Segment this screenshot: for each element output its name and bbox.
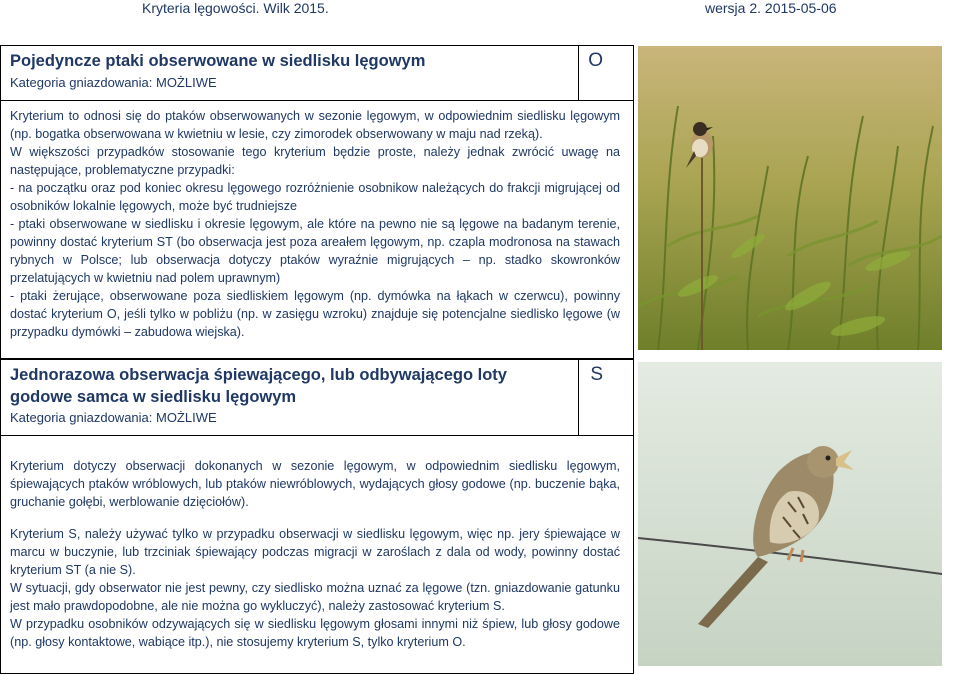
meadow-bird-photo <box>638 46 942 350</box>
title-separator <box>578 46 579 100</box>
paragraph: Kryterium S, należy używać tylko w przypadku obserwacji w siedlisku lęgowym, więc np. jery śpiewające w marcu w buczynie, lub trzciniak śpiewający podczas migracji w zaroślach z dala od wody, powinny dostać kryterium ST (a nie S). <box>10 527 620 577</box>
paragraph: - na początku oraz pod koniec okresu lęgowego rozróżnienie osobnikow należących do frakcji migrującej od osobników lokalnie lęgowych, może być trudniejsze <box>10 181 620 213</box>
criterion-o-category: Kategoria gniazdowania: MOŻLIWE <box>10 75 217 90</box>
criterion-s-code: S <box>590 364 603 385</box>
doc-header-left: Kryteria lęgowości. Wilk 2015. <box>142 0 329 16</box>
criterion-o-titlebar <box>1 46 633 101</box>
paragraph: - ptaki żerujące, obserwowane poza siedliskiem lęgowym (np. dymówka na łąkach w czerwcu), powinny dostać kryterium O, jeśli tylko w pobliżu (np. w zasięgu wzroku) znajduje się potencjalne siedlisko lęgowe (w przypadku dymówki – zabudowa wiejska). <box>10 289 620 339</box>
singing-bunting-photo <box>638 362 942 666</box>
criterion-o-body <box>10 107 620 341</box>
paragraph: W większości przypadków stosowanie tego kryterium będzie proste, należy jednak zwrócić uwagę na następujące, problematyczne przypadki: <box>10 145 620 177</box>
title-separator <box>578 360 579 435</box>
paragraph: Kryterium to odnosi się do ptaków obserwowanych w sezonie lęgowym, w odpowiednim siedlisku lęgowym (np. bogatka obserwowana w kwietniu w lesie, czy zimorodek obserwowany w maju nad rzeką). <box>10 109 620 141</box>
criterion-s-category: Kategoria gniazdowania: MOŻLIWE <box>10 410 217 425</box>
meadow-bird-illustration <box>638 46 942 350</box>
paragraph: W przypadku osobników odzywających się w siedlisku lęgowym głosami innymi niż śpiew, lub głosy godowe (np. głosy kontaktowe, wabiące itp.), nie stosujemy kryterium S, tylko kryterium O. <box>10 617 620 649</box>
criterion-s-section <box>0 359 634 674</box>
criterion-o-title: Pojedyncze ptaki obserwowane w siedlisku lęgowym <box>10 52 426 70</box>
criterion-o-section <box>0 45 634 359</box>
criterion-s-title: Jednorazowa obserwacja śpiewającego, lub odbywającego loty godowe samca w siedlisku lęgowym <box>10 366 507 406</box>
criterion-o-code: O <box>588 50 603 71</box>
paragraph: W sytuacji, gdy obserwator nie jest pewny, czy siedlisko można uznać za lęgowe (tzn. gniazdowanie gatunku jest mało prawdopodobne, ale nie można go wykluczyć), należy zastosować kryterium S. <box>10 581 620 613</box>
criterion-s-body <box>10 457 620 651</box>
paragraph: Kryterium dotyczy obserwacji dokonanych w sezonie lęgowym, w odpowiednim siedlisku lęgowym, śpiewających ptaków wróblowych, lub ptaków niewróblowych, wydających głosy godowe (np. buczenie bąka, gruchanie gołębi, werblowanie dzięciołów). <box>10 459 620 509</box>
criterion-s-titlebar <box>1 360 633 436</box>
singing-bunting-illustration <box>638 362 942 666</box>
doc-header-version: wersja 2. 2015-05-06 <box>705 0 837 16</box>
paragraph: - ptaki obserwowane w siedlisku i okresie lęgowym, ale które na pewno nie są lęgowe na badanym terenie, powinny dostać kryterium ST (bo obserwacja jest poza areałem lęgowym, np. czapla modronosa na stawach rybnych w Polsce; lub obserwacja dotyczy ptaków wyraźnie migrujących – np. stadko skowronków przelatujących w kwietniu nad polem uprawnym) <box>10 217 620 285</box>
